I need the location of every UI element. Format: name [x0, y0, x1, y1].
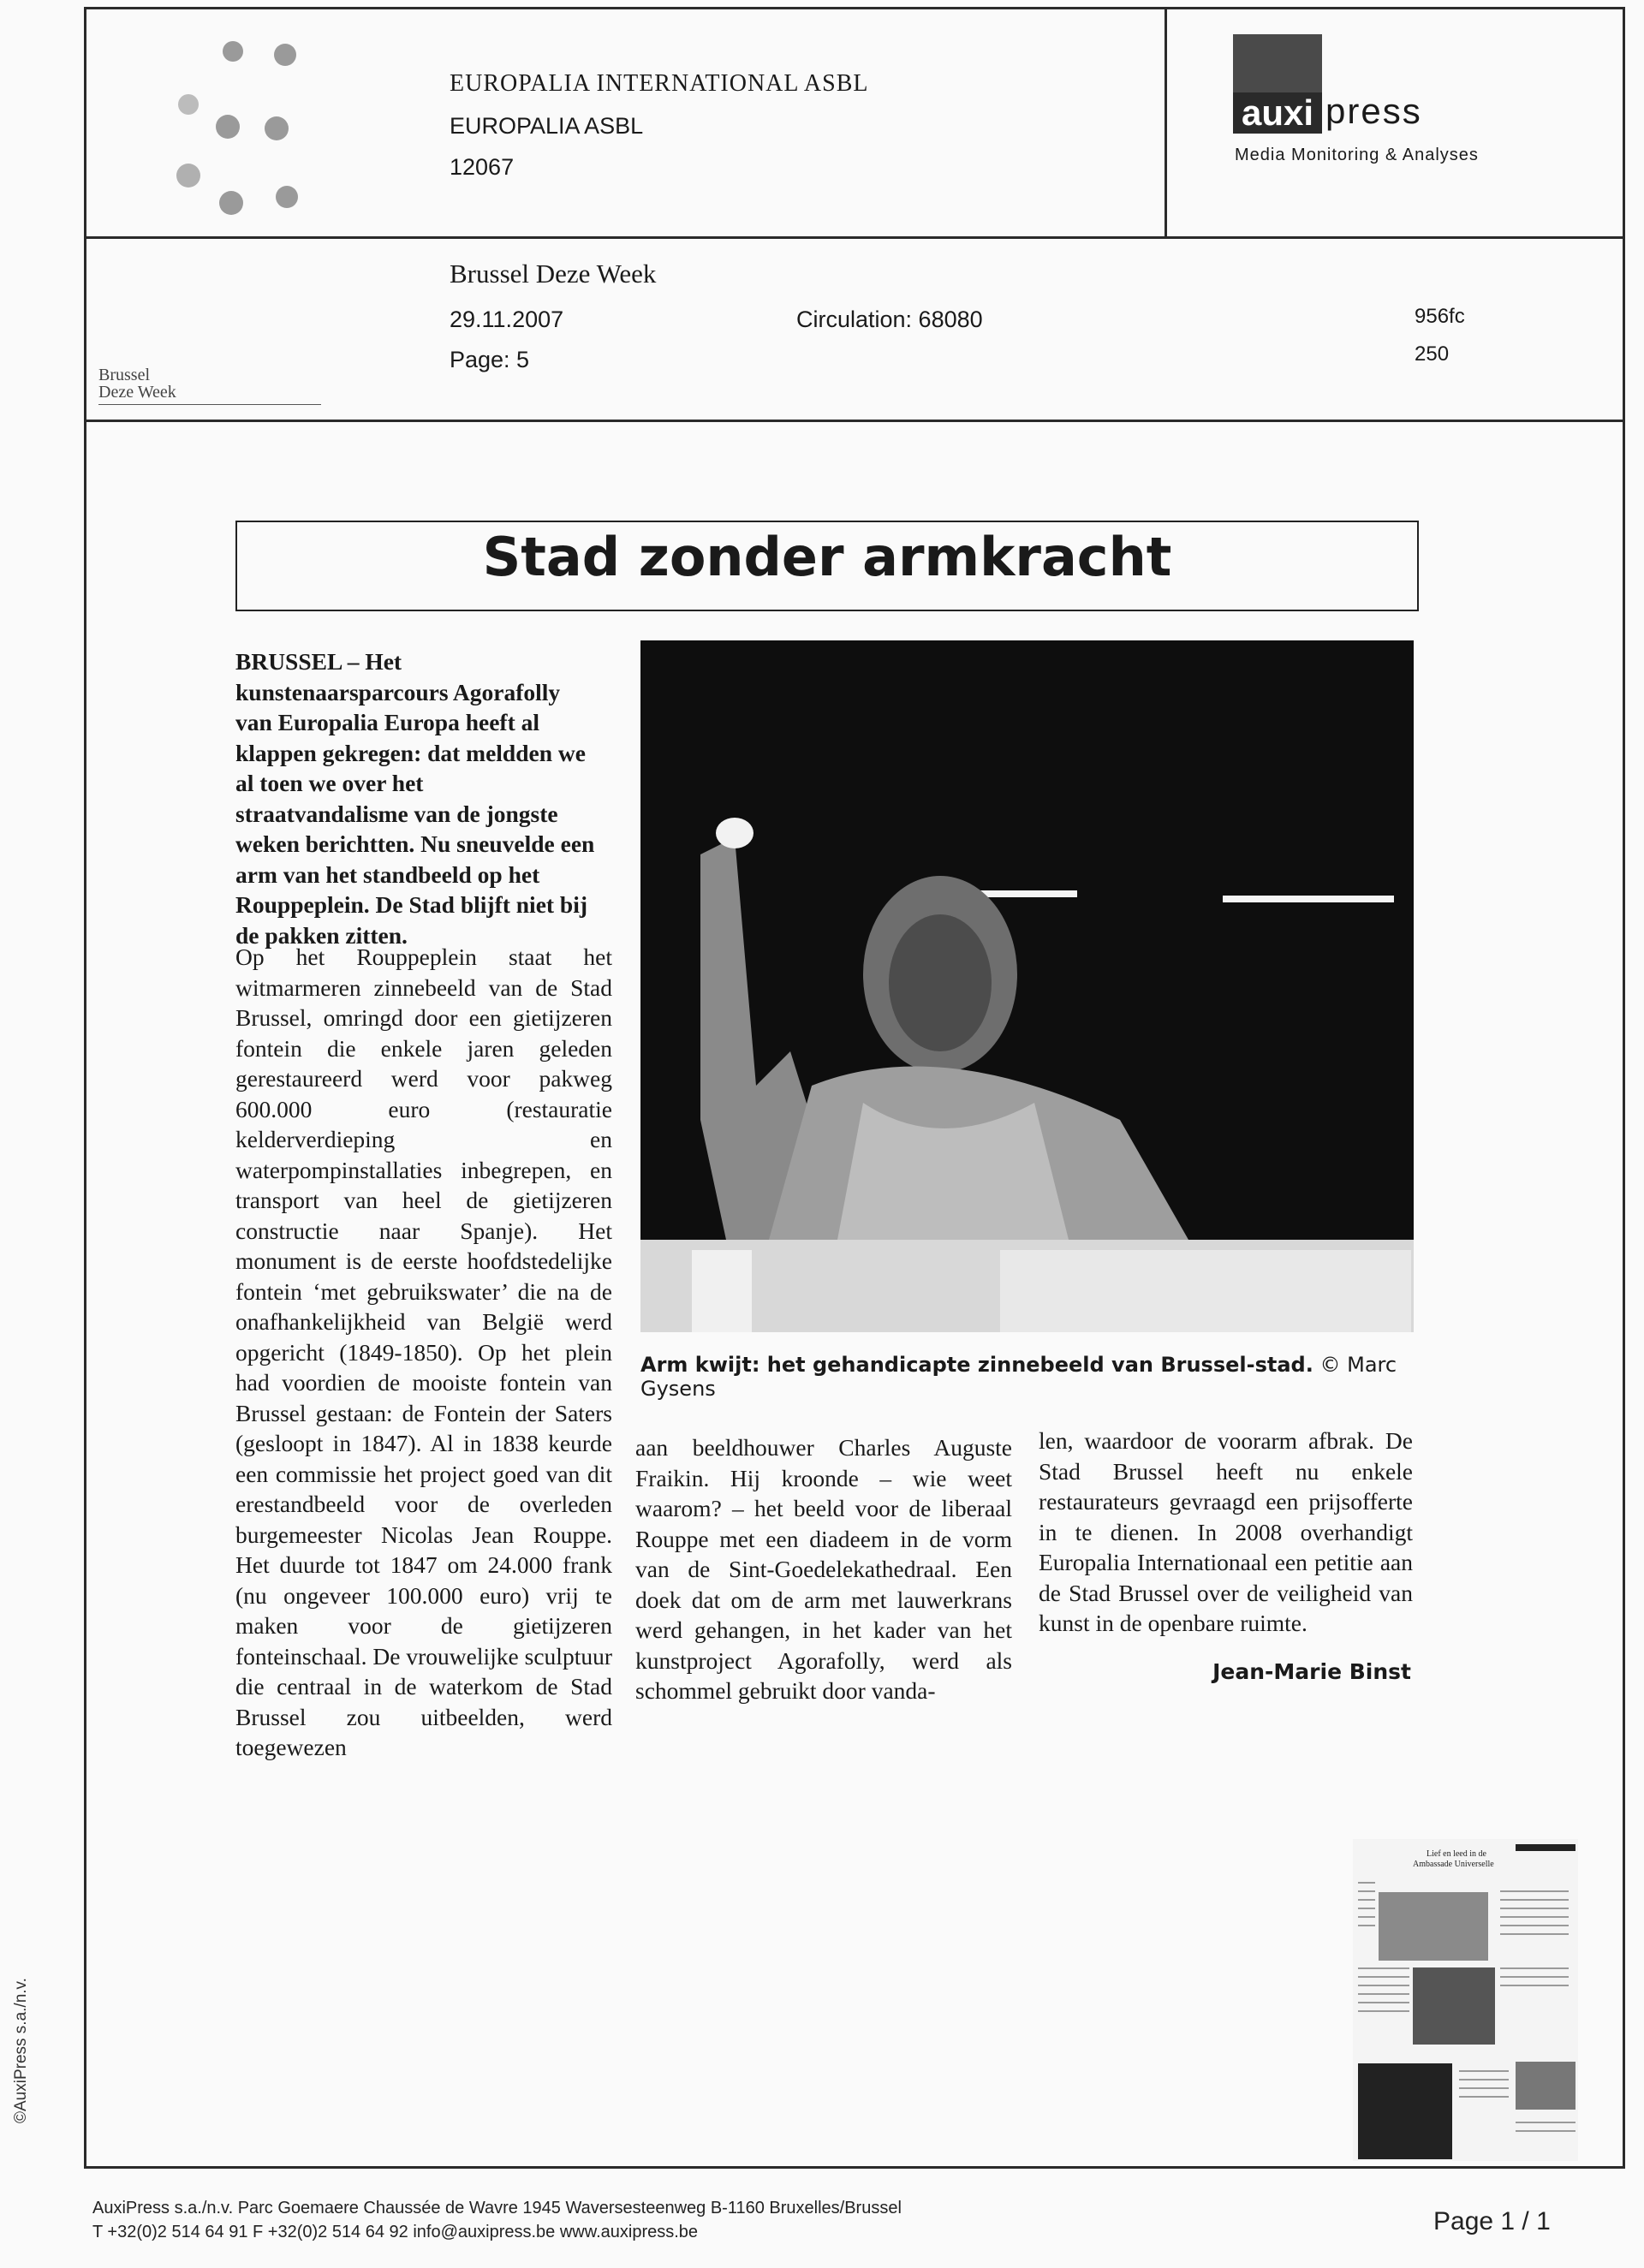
publication-circulation: Circulation: 68080	[796, 307, 983, 332]
header-divider	[84, 236, 1625, 239]
photo-caption	[640, 1353, 1420, 1401]
frame-top	[84, 7, 1625, 9]
body-text-2: aan beeldhouwer Charles Auguste Fraikin. Hij kroonde – wie weet waarom? – het beeld voor de liberaal Rouppe met een diadeem in de vorm van de Sint-Goedelekathedraal. Een doek dat om de arm met lauwerkrans werd gehangen, in het kader van het kunstproject Agorafolly, werd als schommel gebruikt door vanda-	[635, 1434, 1012, 1704]
statue-photo	[640, 640, 1414, 1332]
publication-masthead	[98, 366, 321, 405]
statue-image	[640, 640, 1414, 1332]
article-body-column-2	[635, 1432, 1012, 1706]
publication-divider	[84, 420, 1625, 422]
thumbnail-title-1: Lief en leed in de	[1427, 1849, 1486, 1859]
logo-mark: auxi	[1233, 92, 1322, 134]
masthead-line-1: Brussel	[98, 366, 150, 384]
page-thumbnail	[1353, 1839, 1578, 2161]
article-headline: Stad zonder armkracht	[482, 526, 1172, 588]
frame-left	[84, 7, 86, 2169]
org-name-secondary: EUROPALIA ASBL	[450, 113, 644, 139]
logo-texture	[1233, 34, 1322, 92]
body-text-3: len, waardoor de voorarm afbrak. De Stad Brussel heeft nu enkele restaurateurs gevraagd een prijsofferte in te dienen. In 2008 overhandigt Europalia Internationaal een petitie aan de Stad Brussel over de veiligheid van kunst in de openbare ruimte.	[1039, 1427, 1413, 1636]
footer-contact: T +32(0)2 514 64 91 F +32(0)2 514 64 92 info@auxipress.be www.auxipress.be	[92, 2223, 699, 2241]
masthead-rule	[98, 404, 321, 405]
logo-tagline: Media Monitoring & Analyses	[1235, 146, 1479, 164]
article-body-column-1	[235, 942, 612, 1763]
caption-credit: © Marc Gysens	[640, 1353, 1397, 1401]
lead-text: BRUSSEL – Het kunstenaarsparcours Agorafolly van Europalia Europa heeft al klappen gekregen: dat meldden we al toen we over het straatvandalisme van de jongste weken berichtten. Nu sneuvelde een arm van het standbeeld op het Rouppeplein. De Stad blijft niet bij de pakken zitten.	[235, 648, 595, 949]
caption-text: Arm kwijt: het gehandicapte zinnebeeld van Brussel-stad.	[640, 1353, 1313, 1377]
publication-code-secondary: 250	[1415, 342, 1450, 366]
footer-address: AuxiPress s.a./n.v. Parc Goemaere Chaussée de Wavre 1945 Waversesteenweg B-1160 Bruxelles/Brussel	[92, 2199, 902, 2217]
logo-divider	[1164, 7, 1167, 238]
body-text-1: Op het Rouppeplein staat het witmarmeren zinnebeeld van de Stad Brussel, omringd door een gietijzeren fontein die enkele jaren geleden gerestaureerd werd voor pakweg 600.000 euro (restauratie kelderverdieping en waterpompinstallaties inbegrepen, en transport van heel de gietijzeren constructie naar Spanje). Het monument is de eerste hoofdstedelijke fontein ‘met gebruikswater’ die na de onafhankelijkheid van België werd opgericht (1849-1850). Op het plein had voordien de mooiste fontein van Brussel gestaan: de Fontein der Saters (gesloopt in 1847). Al in 1838 keurde een commissie het project goed van dit erestandbeeld voor de overleden burgemeester Nicolas Jean Rouppe. Het duurde tot 1847 om 24.000 frank (nu ongeveer 100.000 euro) vrij te maken voor de gietijzeren fonteinschaal. De vrouwelijke sculptuur die centraal in de waterkom de Stad Brussel zou uitbeelden, werd toegewezen	[235, 944, 612, 1760]
thumbnail-title-2: Ambassade Universelle	[1413, 1860, 1494, 1869]
masthead-line-2: Deze Week	[98, 383, 176, 402]
publication-name: Brussel Deze Week	[450, 259, 657, 289]
publication-page: Page: 5	[450, 347, 530, 372]
article-lead	[235, 646, 595, 950]
org-id: 12067	[450, 154, 515, 180]
copyright-vertical: ©AuxiPress s.a./n.v.	[12, 1978, 30, 2123]
publication-date: 29.11.2007	[450, 307, 564, 332]
logo-word: press	[1325, 91, 1422, 131]
article-body-column-3	[1039, 1426, 1413, 1639]
page-number: Page 1 / 1	[1433, 2207, 1551, 2235]
thumbnail-graphic	[1353, 1839, 1578, 2161]
article-author: Jean-Marie Binst	[1212, 1659, 1411, 1684]
publication-code: 956fc	[1415, 305, 1465, 328]
dots-circle-icon	[163, 26, 317, 231]
frame-bottom	[84, 2166, 1625, 2169]
org-name-primary: EUROPALIA INTERNATIONAL ASBL	[450, 70, 869, 97]
frame-right	[1623, 7, 1625, 2169]
